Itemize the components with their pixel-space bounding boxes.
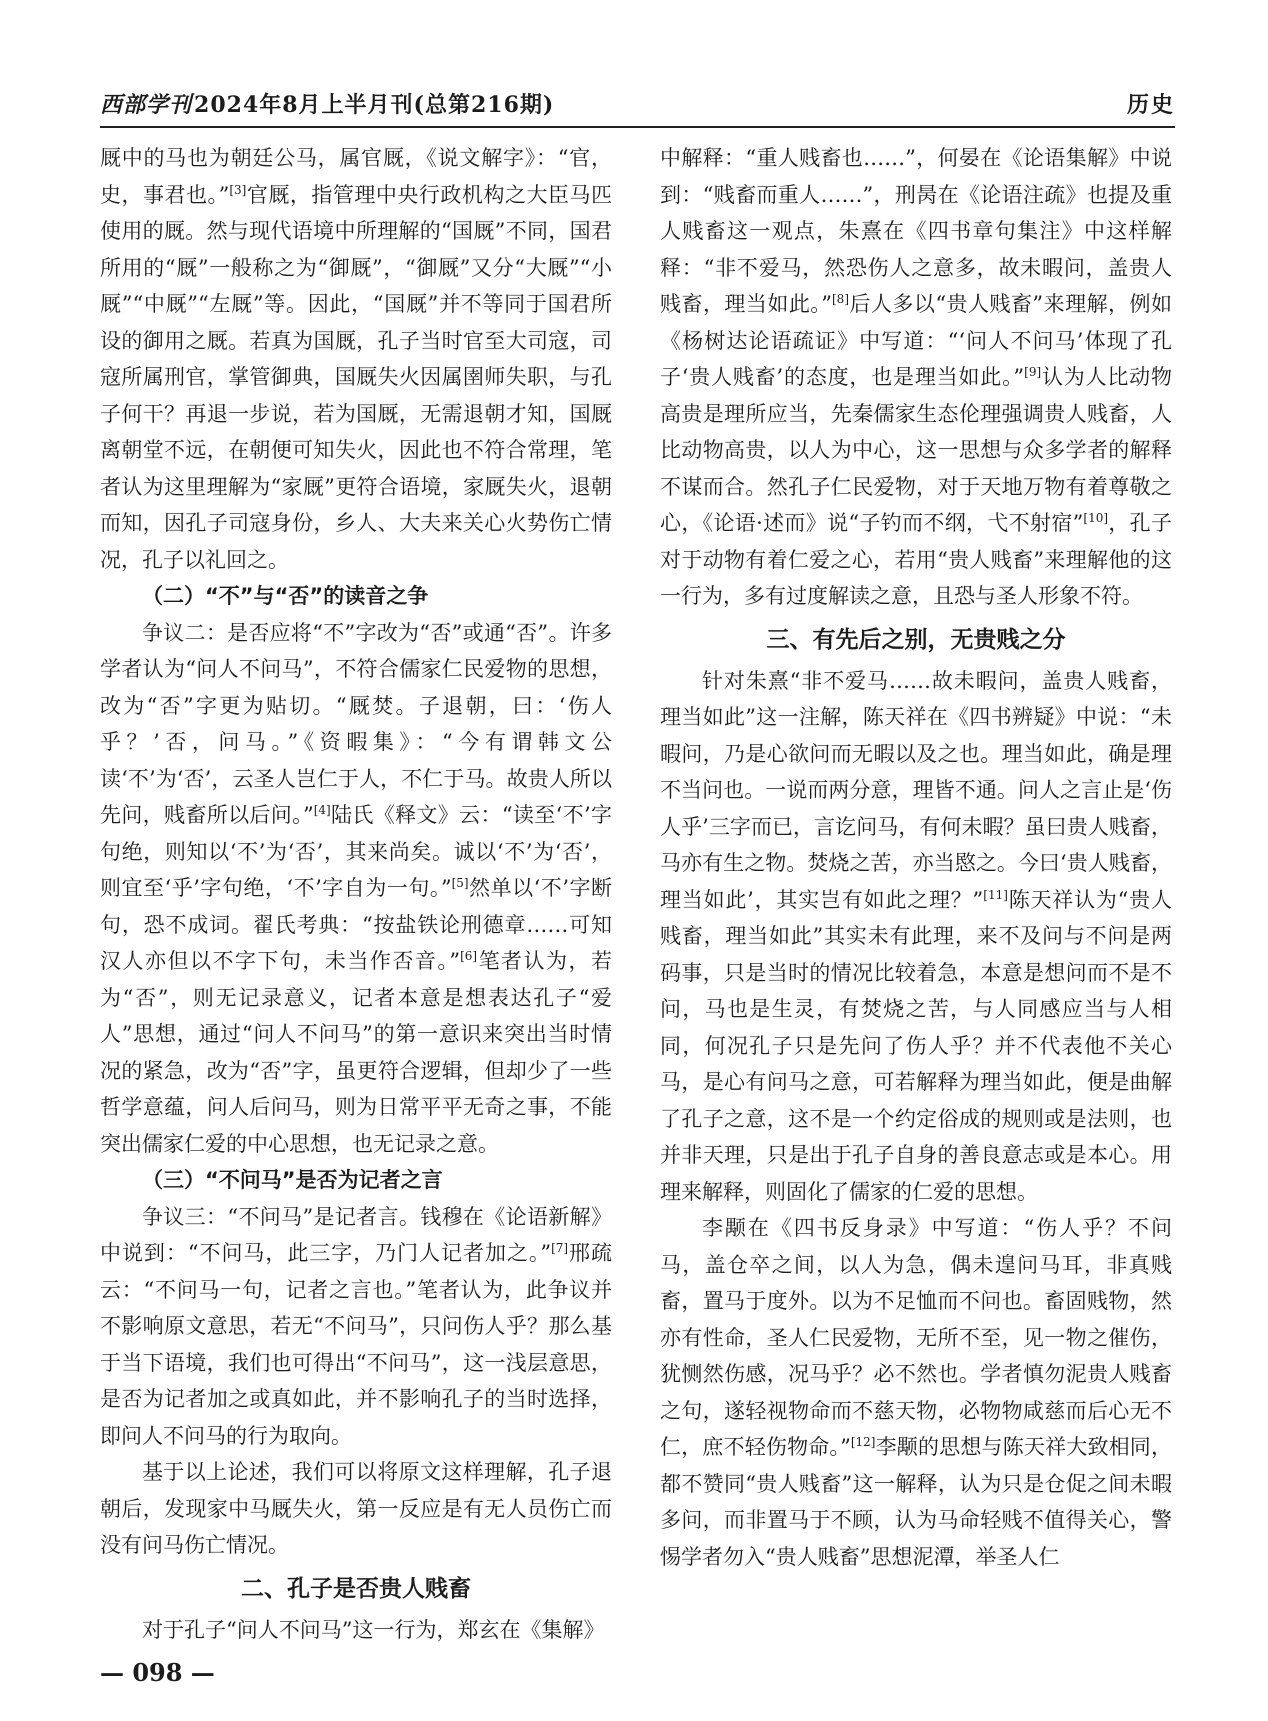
citation-ref: [6] [460, 949, 478, 963]
journal-title [100, 88, 554, 119]
paragraph: 基于以上论述，我们可以将原文这样理解，孔子退朝后，发现家中马厩失火，第一反应是有无人员伤亡而没有问马伤亡情况。 [100, 1460, 612, 1557]
left-column [100, 140, 612, 1645]
citation-ref: [10] [1083, 511, 1109, 525]
citation-ref: [9] [1024, 365, 1042, 379]
journal-issue: 2024年8月上半月刊(总第216期) [194, 92, 555, 118]
citation-ref: [3] [229, 182, 247, 197]
paragraph: 争议二：是否应将“不”字改为“否”或通“否”。许多学者认为“问人不问马”，不符合儒家仁民爱物的思想，改为“否”字更为贴切。“厩焚。子退朝，曰：‘伤人乎？’否，问马。”《资暇集》：“今有谓韩文公读‘不’为‘否’，云圣人岂仁于人，不仁于马。故贵人所以先问，贱畜所以后问。”[4]陆氏《释文》云：“读至‘不’字句绝，则知以‘不’为‘否’，其来尚矣。诚以‘不’为‘否’，则宜至‘乎’字句绝，‘不’字自为一句。”[5]然单以‘不’字断句，恐不成词。翟氏考典：“按盐铁论刑德章……可知汉人亦但以不字下句，未当作否音。”[6]笔者认为，若为“否”，则无记录意义，记者本意是想表达孔子“爱人”思想，通过“问人不问马”的第一意识来突出当时情况的紧急，改为“否”字，虽更符合逻辑，但却少了一些哲学意蕴，问人后问马，则为日常平平无奇之事，不能突出儒家仁爱的中心思想，也无记录之意。 [100, 620, 612, 1156]
citation-ref: [11] [983, 887, 1008, 902]
subsection-heading: （三）“不问马”是否为记者之言 [142, 1168, 443, 1192]
paragraph: 厩中的马也为朝廷公马，属官厩，《说文解字》：“官，史，事君也。”[3]官厩，指管理中央行政机构之大臣马匹使用的厩。然与现代语境中所理解的“国厩”不同，国君所用的“厩”一般称之为“御厩”，“御厩”又分“大厩”“小厩”“中厩”“左厩”等。因此，“国厩”并不等同于国君所设的御用之厩。若真为国厩，孔子当时官至大司寇，司寇所属刑官，掌管御典，国厩失火因属圉师失职，与孔子何干？再退一步说，若为国厩，无需退朝才知，国厩离朝堂不远，在朝便可知失火，因此也不符合常理，笔者认为这里理解为“家厩”更符合语境，家厩失火，退朝而知，因孔子司寇身份，乡人、大夫来关心火势伤亡情况，孔子以礼回之。 [100, 146, 612, 572]
page-number: — 098 — [100, 1658, 215, 1687]
paragraph: 李颙在《四书反身录》中写道：“伤人乎？不问马，盖仓卒之间，以人为急，偶未遑问马耳，非真贱畜，置马于度外。以为不足恤而不问也。畜固贱物，然亦有性命，圣人仁民爱物，无所不至，见一物之催伤，犹恻然伤感，况马乎？必不然也。学者慎勿泥贵人贱畜之句，遂轻视物命而不慈天物，必物物咸慈而后心无不仁，庶不轻伤物命。”[12]李颙的思想与陈天祥大致相同，都不赞同“贵人贱畜”这一解释，认为只是仓促之间未暇多问，而非置马于不顾，认为马命轻贱不值得关心，警惕学者勿入“贵人贱畜”思想泥潭，举圣人仁 [660, 1216, 1172, 1569]
journal-logo: 西部学刊 [100, 92, 193, 118]
header-rule [100, 126, 1175, 128]
citation-ref: [8] [832, 292, 849, 306]
section-heading: 三、有先后之别，无贵贱之分 [766, 626, 1066, 653]
paragraph: 对于孔子“问人不问马”这一行为，郑玄在《集解》 [142, 1617, 605, 1642]
right-column [660, 140, 1172, 1645]
citation-ref: [7] [551, 1241, 569, 1255]
citation-ref: [4] [313, 803, 331, 817]
page-header [100, 86, 1175, 122]
section-heading: 二、孔子是否贵人贱畜 [241, 1575, 471, 1602]
subsection-heading: （二）“不”与“否”的读音之争 [142, 584, 429, 608]
citation-ref: [5] [451, 876, 469, 890]
paragraph: 中解释：“重人贱畜也……”，何晏在《论语集解》中说到：“贱畜而重人……”，刑昺在《论语注疏》也提及重人贱畜这一观点，朱熹在《四书章句集注》中这样解释：“非不爱马，然恐伤人之意多，故未暇问，盖贵人贱畜，理当如此。”[8]后人多以“贵人贱畜”来理解，例如《杨树达论语疏证》中写道：“‘问人不问马’体现了孔子‘贵人贱畜’的态度，也是理当如此。”[9]认为人比动物高贵是理所应当，先秦儒家生态伦理强调贵人贱畜，人比动物高贵，以人为中心，这一思想与众多学者的解释不谋而合。然孔子仁民爱物，对于天地万物有着尊敬之心，《论语·述而》说“子钓而不纲，弋不射宿”[10]，孔子对于动物有着仁爱之心，若用“贵人贱畜”来理解他的这一行为，多有过度解读之意，且恐与圣人形象不符。 [660, 146, 1172, 608]
paragraph: 针对朱熹“非不爱马……故未暇问，盖贵人贱畜，理当如此”这一注解，陈天祥在《四书辨疑》中说：“未暇问，乃是心欲问而无暇以及之也。理当如此，确是理不当问也。一说而两分意，理皆不通。问人之言止是‘伤人乎’三字而已，言讫问马，有何未暇？虽曰贵人贱畜，马亦有生之物。焚烧之苦，亦当愍之。今曰‘贵人贱畜，理当如此’，其实岂有如此之理？”[11]陈天祥认为“贵人贱畜，理当如此”其实未有此理，来不及问与不问是两码事，只是当时的情况比较着急，本意是想问而不是不问，马也是生灵，有焚烧之苦，与人同感应当与人相同，何况孔子只是先问了伤人乎？并不代表他不关心马，是心有问马之意，可若解释为理当如此，便是曲解了孔子之意，这不是一个约定俗成的规则或是法则，也并非天理，只是出于孔子自身的善良意志或是本心。用理来解释，则固化了儒家的仁爱的思想。 [660, 668, 1172, 1204]
paragraph: 争议三：“不问马”是记者言。钱穆在《论语新解》中说到：“不问马，此三字，乃门人记者加之。”[7]邢疏云：“不问马一句，记者之言也。”笔者认为，此争议并不影响原文意思，若无“不问马”，只问伤人乎？那么基于当下语境，我们也可得出“不问马”，这一浅层意思，是否为记者加之或真如此，并不影响孔子的当时选择，即问人不问马的行为取向。 [100, 1204, 612, 1448]
section-label: 历史 [1126, 92, 1175, 118]
citation-ref: [12] [850, 1435, 876, 1449]
